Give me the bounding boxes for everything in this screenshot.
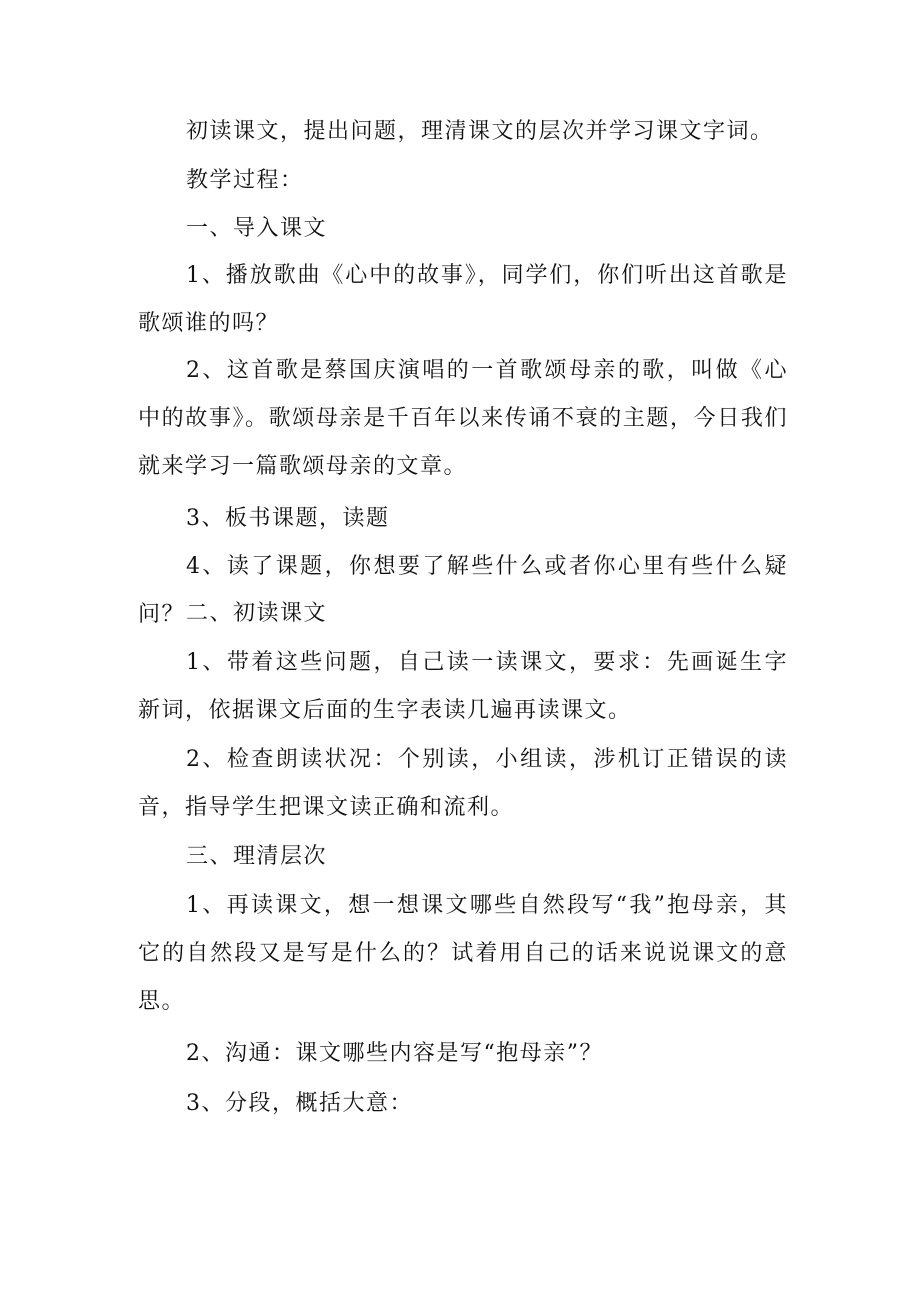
section-heading-3: 三、理清层次 bbox=[186, 844, 328, 869]
step-3-2: 2、沟通：课文哪些内容是写“抱母亲”？ bbox=[186, 1041, 603, 1066]
step-1-1: 1、播放歌曲《心中的故事》，同学们，你们听出这首歌是歌颂谁的吗？ bbox=[138, 263, 788, 336]
section-heading-2: 二、初读课文 bbox=[186, 601, 328, 626]
step-1-3: 3、板书课题，读题 bbox=[186, 506, 390, 531]
paragraph-objective: 初读课文，提出问题，理清课文的层次并学习课文字词。 bbox=[186, 119, 774, 144]
paragraph-process-heading: 教学过程： bbox=[186, 168, 304, 193]
step-2-2: 2、检查朗读状况：个别读，小组读，涉机订正错误的读音，指导学生把课文读正确和流利。 bbox=[138, 747, 788, 820]
section-heading-1: 一、导入课文 bbox=[186, 216, 328, 241]
step-3-1: 1、再读课文，想一想课文哪些自然段写“我”抱母亲，其它的自然段又是写是什么的？试着用自己的话来说说课文的意思。 bbox=[138, 893, 788, 1014]
step-1-2: 2、这首歌是蔡国庆演唱的一首歌颂母亲的歌，叫做《心中的故事》。歌颂母亲是千百年以来传诵不衰的主题，今日我们就来学习一篇歌颂母亲的文章。 bbox=[138, 358, 788, 479]
step-3-3: 3、分段，概括大意： bbox=[186, 1091, 413, 1116]
step-1-4: 4、读了课题，你想要了解些什么或者你心里有些什么疑问？ bbox=[138, 554, 788, 627]
step-2-1: 1、带着这些问题，自己读一读课文，要求：先画诞生字新词，依据课文后面的生字表读几遍再读课文。 bbox=[138, 650, 788, 723]
